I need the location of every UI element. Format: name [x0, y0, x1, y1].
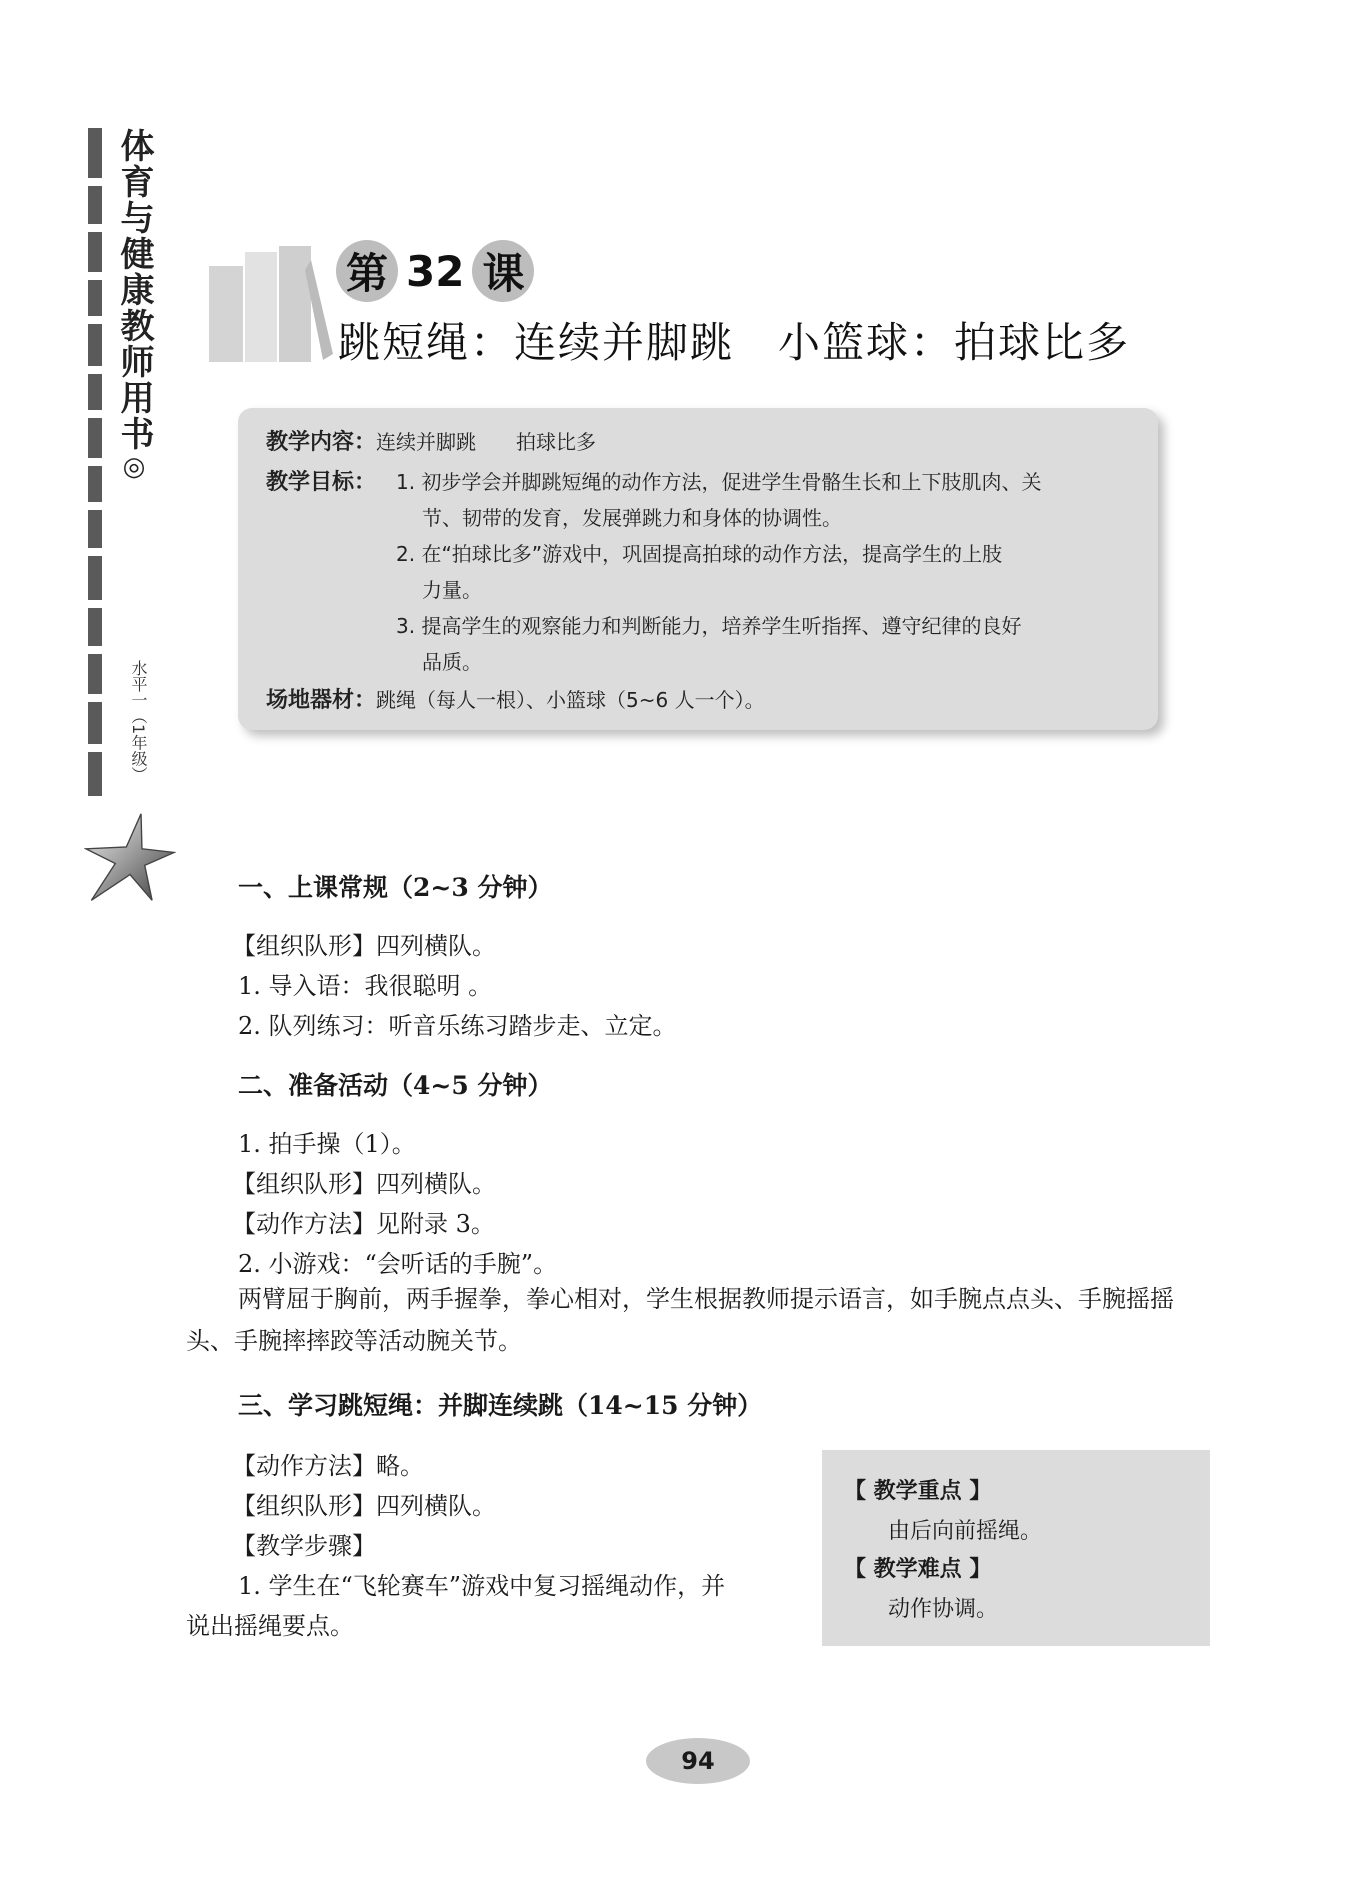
key-point-text: 由后向前摇绳。: [888, 1519, 1043, 1544]
teaching-goals-label: 教学目标：: [266, 470, 377, 495]
margin-bars: [88, 128, 102, 798]
key-point-label: 【 教学重点 】: [844, 1479, 992, 1504]
teaching-content: 教学内容：连续并脚跳 拍球比多: [266, 430, 597, 455]
goal-item: 2. 在“拍球比多”游戏中，巩固提高拍球的动作方法，提高学生的上肢 力量。: [396, 542, 1003, 602]
text-line: 2. 队列练习：听音乐练习踏步走、立定。: [238, 1012, 677, 1040]
goal-item: 3. 提高学生的观察能力和判断能力，培养学生听指挥、遵守纪律的良好 品质。: [396, 614, 1022, 674]
text-line: 2. 小游戏：“会听话的手腕”。: [238, 1250, 558, 1278]
text-line: 【组织队形】四列横队。: [232, 932, 496, 960]
text-line: 【动作方法】见附录 3。: [232, 1210, 495, 1238]
section-heading: 三、学习跳短绳：并脚连续跳（14~15 分钟）: [238, 1391, 763, 1420]
equipment: 场地器材：跳绳（每人一根）、小篮球（5~6 人一个）。: [266, 688, 765, 713]
book-title: 体育与健康教师用书◎: [114, 128, 154, 484]
lesson-number: 第 32 课: [336, 240, 534, 302]
text-line: 1. 导入语：我很聪明 。: [238, 972, 493, 1000]
text-line: 说出摇绳要点。: [186, 1612, 354, 1640]
section-heading: 一、上课常规（2~3 分钟）: [238, 873, 553, 902]
section-heading: 二、准备活动（4~5 分钟）: [238, 1071, 553, 1100]
goal-item: 1. 初步学会并脚跳短绳的动作方法，促进学生骨骼生长和上下肢肌肉、关 节、韧带的发育，发展弹跳力和身体的协调性。: [396, 470, 1042, 530]
books-icon: [205, 236, 335, 366]
paragraph: 两臂屈于胸前，两手握拳，拳心相对，学生根据教师提示语言，如手腕点点头、手腕摇摇头、手腕摔摔跤等活动腕关节。: [186, 1285, 1174, 1355]
text-line: 【教学步骤】: [232, 1532, 376, 1560]
page-number: 94: [646, 1738, 750, 1784]
difficulty-text: 动作协调。: [888, 1597, 999, 1622]
text-line: 【动作方法】略。: [232, 1452, 424, 1480]
text-line: 【组织队形】四列横队。: [232, 1492, 496, 1520]
lesson-info-box: [238, 408, 1158, 730]
key-points-box: [822, 1450, 1210, 1646]
text-line: 1. 拍手操（1）。: [238, 1130, 416, 1158]
difficulty-label: 【 教学难点 】: [844, 1557, 992, 1582]
text-line: 1. 学生在“飞轮赛车”游戏中复习摇绳动作，并: [238, 1572, 726, 1600]
lesson-title: 跳短绳：连续并脚跳 小篮球：拍球比多: [338, 318, 1131, 367]
star-icon: [84, 812, 176, 904]
text-line: 【组织队形】四列横队。: [232, 1170, 496, 1198]
grade-level: 水平一（1年级）: [129, 660, 148, 783]
